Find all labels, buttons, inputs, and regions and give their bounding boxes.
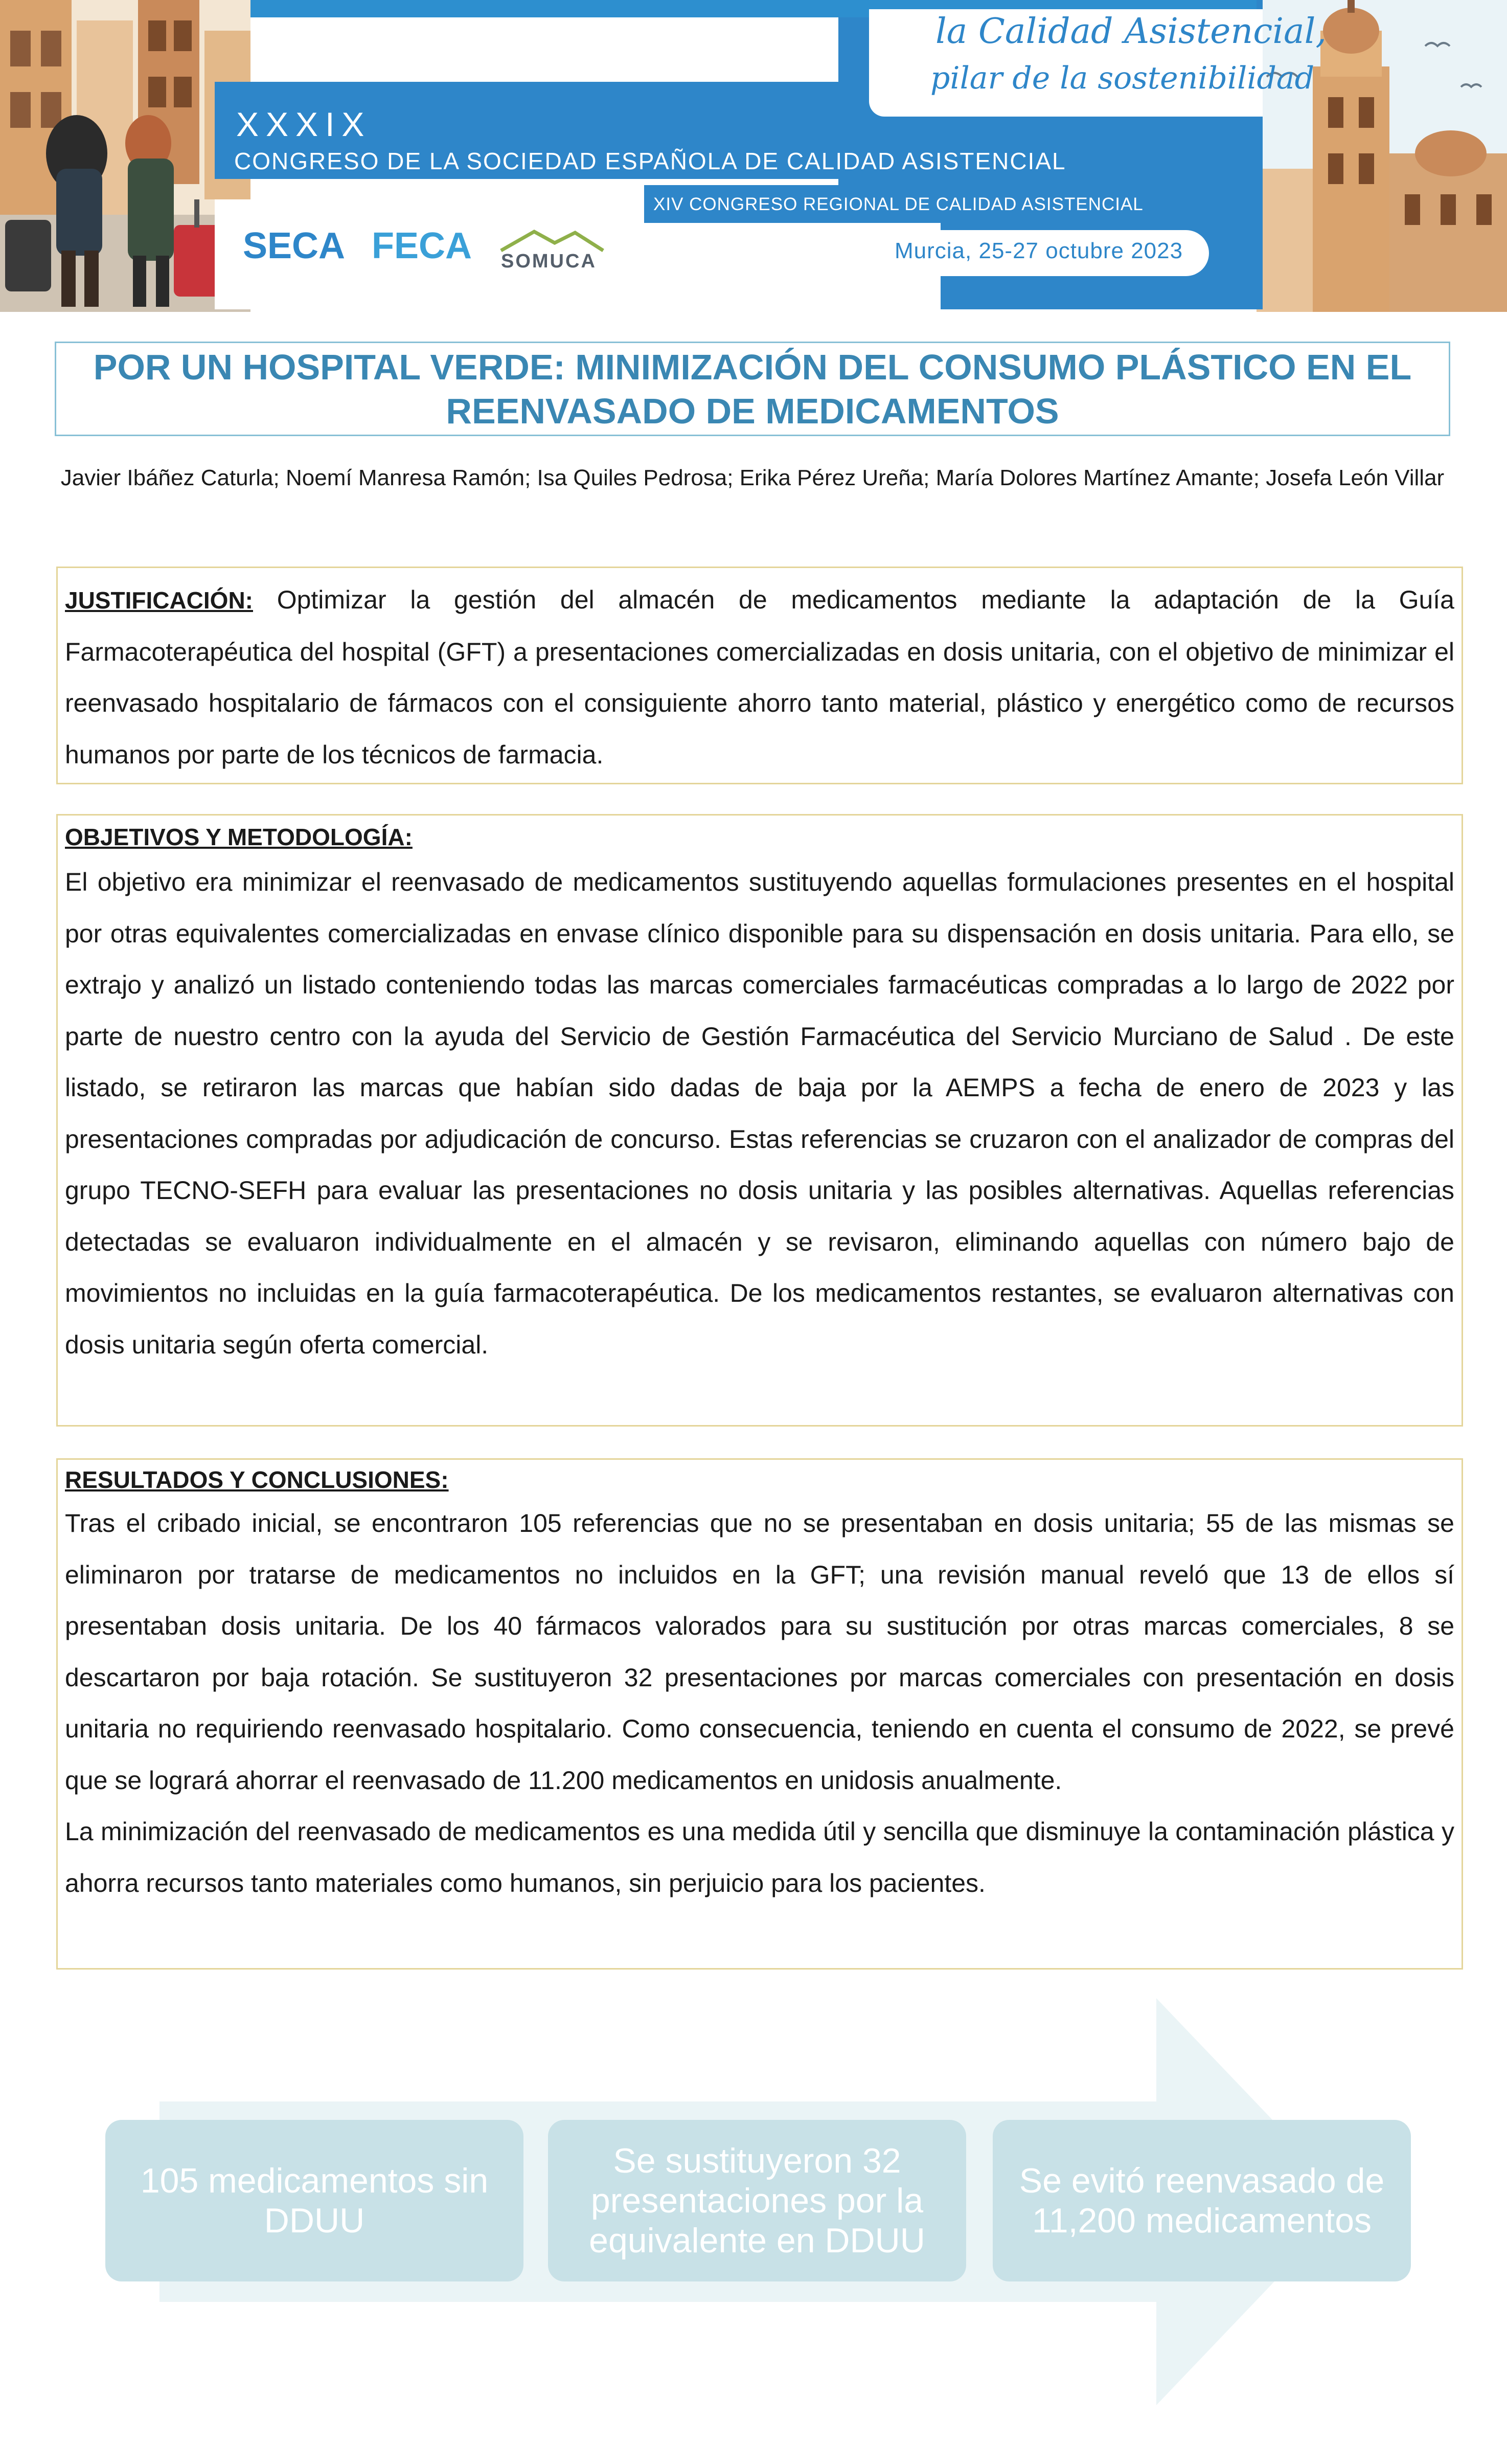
congress-date: Murcia, 25-27 octubre 2023 bbox=[895, 238, 1183, 263]
objetivos-text: El objetivo era minimizar el reenvasado de medicamentos sustituyendo aquellas formulaciones presentes en el hospital por otras equivalentes comercializadas en envase clínico disponible para su dispensación en dosis unitaria. Para ello, se extrajo y analizó un listado conteniendo todas las marcas comerciales farmacéuticas compradas a lo largo de 2022 por parte de nuestro centro con la ayuda del Servicio de Gestión Farmacéutica del Servicio Murciano de Salud . De este listado, se retiraron las marcas que habían sido dadas de baja por la AEMPS a fecha de enero de 2023 y las presentaciones compradas por adjudicación de concurso. Estas referencias se cruzaron con el analizador de compras del grupo TECNO-SEFH para evaluar las presentaciones no dosis unitaria y las posibles alternativas. Aquellas referencias detectadas se evaluaron individualmente en el almacén y se revisaron, eliminando aquellas con número bajo de movimientos no incluidas en la guía farmacoterapéutica. De los medicamentos restantes, se evaluaron alternativas con dosis unitaria según oferta comercial. bbox=[65, 868, 1454, 1359]
poster-title: POR UN HOSPITAL VERDE: MINIMIZACIÓN DEL CONSUMO PLÁSTICO EN EL REENVASADO DE MEDICAMENTOS bbox=[93, 347, 1412, 431]
process-step-1: 105 medicamentos sin DDUU bbox=[105, 2120, 523, 2281]
justificacion-text: Optimizar la gestión del almacén de medicamentos mediante la adaptación de la Guía Farmacoterapéutica del hospital (GFT) a presentaciones comercializadas en dosis unitaria, con el objetivo de minimizar el reenvasado hospitalario de fármacos con el consiguiente ahorro tanto material, plástico y energético como de recursos humanos por parte de los técnicos de farmacia. bbox=[65, 585, 1454, 769]
authors-list: Javier Ibáñez Caturla; Noemí Manresa Ramón; Isa Quiles Pedrosa; Erika Pérez Ureña; María Dolores Martínez Amante; Josefa León Villar bbox=[60, 465, 1445, 490]
process-step-2: Se sustituyeron 32 presentaciones por la equivalente en DDUU bbox=[548, 2120, 966, 2281]
resultados-text: Tras el cribado inicial, se encontraron 105 referencias que no se presentaban en dosis unitaria; 55 de las mismas se eliminaron por tratarse de medicamentos no incluidos en la GFT; una revisión manual reveló que 13 de ellos sí presentaban dosis unitaria. De los 40 fármacos valorados para su sustitución por otras marcas comerciales, 8 se descartaron por baja rotación. Se sustituyeron 32 presentaciones por marcas comerciales con presentación en dosis unitaria no requiriendo reenvasado hospitalario. Como consecuencia, teniendo en cuenta el consumo de 2022, se prevé que se logrará ahorrar el reenvasado de 11.200 medicamentos en unidosis anualmente. bbox=[65, 1509, 1454, 1795]
conclusiones-text: La minimización del reenvasado de medicamentos es una medida útil y sencilla que disminuye la contaminación plástica y ahorra recursos tanto materiales como humanos, sin perjuicio para los pacientes. bbox=[65, 1817, 1454, 1897]
congress-edition: XXXIX bbox=[236, 105, 372, 143]
regional-congress-title: XIV CONGRESO REGIONAL DE CALIDAD ASISTENCIAL bbox=[653, 194, 1144, 214]
resultados-heading: RESULTADOS Y CONCLUSIONES: bbox=[65, 1466, 449, 1493]
slogan-line-2: pilar de la sostenibilidad bbox=[930, 60, 1315, 96]
feca-logo: FECA bbox=[372, 225, 472, 266]
somuca-logo: SOMUCA bbox=[501, 251, 597, 272]
process-step-3: Se evitó reenvasado de 11,200 medicamentos bbox=[993, 2120, 1411, 2281]
seca-logo: SECA bbox=[243, 225, 346, 266]
slogan-line-1: la Calidad Asistencial, bbox=[935, 11, 1327, 52]
congress-title: CONGRESO DE LA SOCIEDAD ESPAÑOLA DE CALIDAD ASISTENCIAL bbox=[234, 148, 1066, 174]
justificacion-heading: JUSTIFICACIÓN: bbox=[65, 587, 253, 614]
objetivos-heading: OBJETIVOS Y METODOLOGÍA: bbox=[65, 824, 413, 850]
